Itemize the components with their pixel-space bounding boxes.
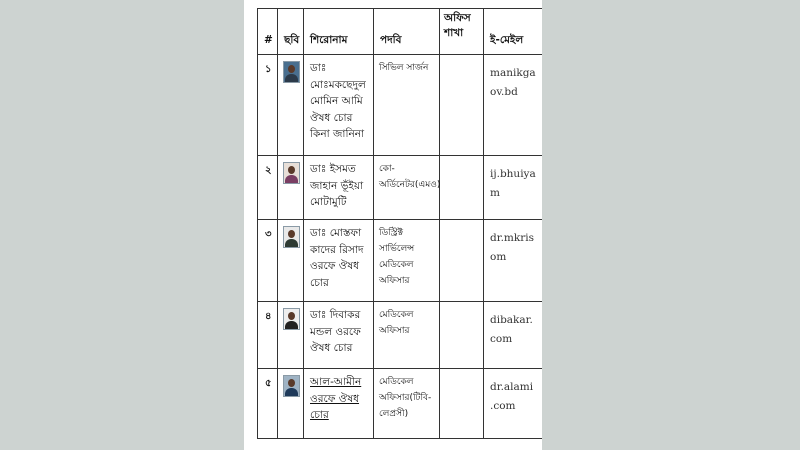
- branch-cell: [440, 220, 484, 302]
- row-number: ৩: [258, 220, 278, 302]
- document-page: [244, 0, 542, 450]
- header-title: শিরোনাম: [304, 9, 374, 55]
- header-photo: ছবি: [278, 9, 304, 55]
- branch-cell: [440, 156, 484, 220]
- branch-cell: [440, 302, 484, 369]
- row-number: ১: [258, 55, 278, 156]
- designation-cell: মেডিকেল অফিসার(টিবি-লেপ্রসী): [374, 369, 440, 439]
- row-number: ৫: [258, 369, 278, 439]
- designation-cell: সিভিল সার্জন: [374, 55, 440, 156]
- email-cell: manikga ov.bd: [484, 55, 543, 156]
- email-cell: dr.alami .com: [484, 369, 543, 439]
- officer-name: ডাঃ মোস্তফা কাদের রিসাদ ওরফে ঔষধ চোর: [304, 220, 374, 302]
- designation-cell: মেডিকেল অফিসার: [374, 302, 440, 369]
- header-branch: অফিস শাখা: [440, 9, 484, 55]
- table-header-row: [258, 9, 543, 55]
- row-number: ২: [258, 156, 278, 220]
- header-num: #: [258, 9, 278, 55]
- person-photo-icon[interactable]: [283, 375, 300, 397]
- officer-name: ডাঃ মোঃমকছেদুল মোমিন আমি ঔষধ চোর কিনা জানিনা: [304, 55, 374, 156]
- person-photo-icon[interactable]: [283, 308, 300, 330]
- table-row: [258, 302, 543, 369]
- email-cell: dr.mkris om: [484, 220, 543, 302]
- branch-cell: [440, 369, 484, 439]
- officer-name-link[interactable]: আল-আমীন ওরফে ঔষধ চোর: [304, 369, 374, 439]
- branch-cell: [440, 55, 484, 156]
- designation-cell: ডিস্ট্রিক্ট সার্ভিলেন্স মেডিকেল অফিসার: [374, 220, 440, 302]
- header-designation: পদবি: [374, 9, 440, 55]
- table-row: [258, 220, 543, 302]
- row-number: ৪: [258, 302, 278, 369]
- email-cell: dibakar. com: [484, 302, 543, 369]
- table-row: [258, 369, 543, 439]
- person-photo-icon[interactable]: [283, 226, 300, 248]
- table-row: [258, 156, 543, 220]
- person-photo-icon[interactable]: [283, 61, 300, 83]
- officer-name: ডাঃ ইসমত জাহান ভূঁইয়া মোটামুটি: [304, 156, 374, 220]
- header-email: ই-মেইল: [484, 9, 543, 55]
- designation-cell: কো-অর্ডিনেটর(এমও): [374, 156, 440, 220]
- person-photo-icon[interactable]: [283, 162, 300, 184]
- email-cell: ij.bhuiya m: [484, 156, 543, 220]
- officer-table: [257, 8, 542, 439]
- officer-name: ডাঃ দিবাকর মন্ডল ওরফে ঔষধ চোর: [304, 302, 374, 369]
- table-row: [258, 55, 543, 156]
